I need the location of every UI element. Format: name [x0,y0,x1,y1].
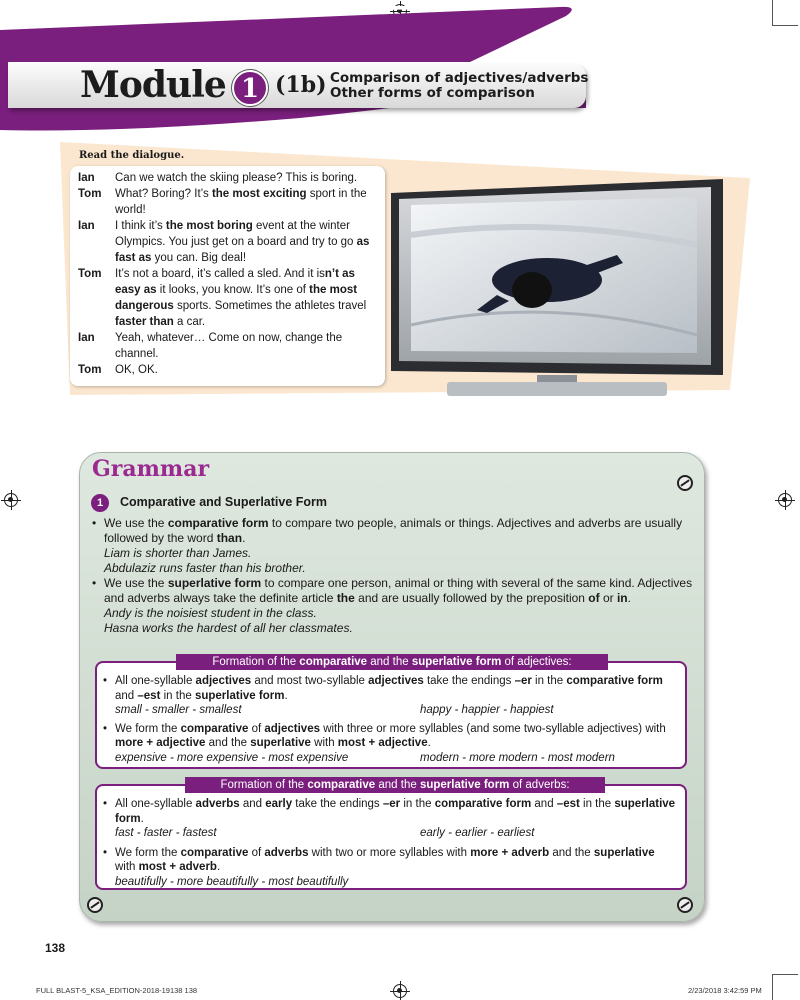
dialogue-speaker: Tom [78,364,102,376]
adverb-examples-2 [103,875,677,890]
superlative-rule: • We use the superlative form to compare one person, animal or thing with several of the same kind. Adjectives and adverbs always take the definite article the and are usually followed by the preposition of or in. [91,576,693,606]
adverb-examples-1 [103,826,677,841]
dialogue-speaker: Ian [78,332,95,344]
dialogue-line [78,266,377,330]
dialogue-text: OK, OK. [115,364,158,376]
comparative-rule: • We use the comparative form to compare two people, animals or things. Adjectives and adverbs are usually followed by the word than. [91,516,693,546]
example-fast: fast - faster - fastest [115,827,217,839]
example-early: early - earlier - earliest [420,827,535,839]
dialogue-text: Can we watch the skiing please? This is boring. [115,172,358,184]
dialogue-line [78,186,377,218]
dialogue-speaker: Tom [78,268,102,280]
superlative-rule-block [91,576,693,636]
registration-mark-left [4,493,18,507]
adjective-rule-2: • We form the comparative of adjectives with three or more syllables (and some two-syllable adjectives) with more + adjective and the superlative with most + adjective. [103,722,677,751]
adverbs-formation-header: Formation of the comparative and the superlative form of adverbs: [185,777,605,793]
example-expensive: expensive - more expensive - most expensive [115,751,349,764]
example-sentence: Hasna works the hardest of all her classmates. [104,621,353,635]
comparative-rule-block [91,516,693,576]
module-title: Module [80,64,226,106]
adjectives-formation-header: Formation of the comparative and the superlative form of adjectives: [176,654,608,670]
adverb-rule-2: • We form the comparative of adverbs with two or more syllables with more + adverb and the superlative with most + adverb. [103,846,677,875]
lesson-titles [330,71,588,101]
adjectives-formation-content [103,674,677,765]
page-number: 138 [45,941,66,955]
example-happy: happy - happier - happiest [420,704,554,716]
dialogue-text: It’s not a board, it’s called a sled. And it isn’t as easy as it looks, you know. It’s one of the most dangerous sports. Sometimes the athletes travel faster than a car. [115,268,367,328]
dialogue-line [78,218,377,266]
example-sentence: Liam is shorter than James. [104,546,252,560]
dialogue-speaker: Ian [78,220,95,232]
grammar-title: Grammar [92,456,210,482]
dialogue-line [78,362,377,378]
television-skeleton-photo [387,175,727,400]
dialogue-panel [70,166,385,386]
lesson-title-line-1: Comparison of adjectives/adverbs [330,70,589,86]
dialogue-instruction: Read the dialogue. [79,150,185,161]
screw-icon [677,475,693,491]
adjective-examples-1 [103,703,677,718]
registration-mark-bottom [393,984,407,998]
dialogue-text: I think it’s the most boring event at the winter Olympics. You just get on a board and try to go as fast as you can. Big deal! [115,220,370,264]
screw-icon [87,897,103,913]
registration-mark-right [778,493,792,507]
print-footer-left: FULL BLAST-5_KSA_EDITION-2018-19138 138 [36,986,198,995]
dialogue-speaker: Tom [78,188,102,200]
example-sentence: Abdulaziz runs faster than his brother. [104,561,306,575]
lesson-code: (1b) [275,72,327,98]
dialogue-line [78,170,377,186]
print-footer-right: 2/23/2018 3:42:59 PM [688,986,762,995]
module-number-badge: 1 [232,70,268,106]
example-modern: modern - more modern - most modern [420,751,615,764]
dialogue-speaker: Ian [78,172,95,184]
adjective-examples-2 [103,751,677,766]
crop-mark-bottom-right [772,974,798,1000]
dialogue-text: Yeah, whatever… Come on now, change the channel. [115,332,343,360]
screw-icon [677,897,693,913]
example-sentence: Andy is the noisiest student in the class. [104,606,317,620]
section-title: Comparative and Superlative Form [120,495,328,509]
adverb-rule-1: • All one-syllable adverbs and early take the endings –er in the comparative form and –est in the superlative form. [103,797,677,826]
adjective-rule-1: • All one-syllable adjectives and most two-syllable adjectives take the endings –er in the comparative form and –est in the superlative form. [103,674,677,703]
example-beautifully: beautifully - more beautifully - most beautifully [115,875,349,888]
section-number-badge: 1 [91,494,109,512]
adverbs-formation-content [103,797,677,889]
example-small: small - smaller - smallest [115,704,242,716]
dialogue-text: What? Boring? It’s the most exciting sport in the world! [115,188,367,216]
dialogue-line [78,330,377,362]
lesson-title-line-2: Other forms of comparison [330,85,535,101]
